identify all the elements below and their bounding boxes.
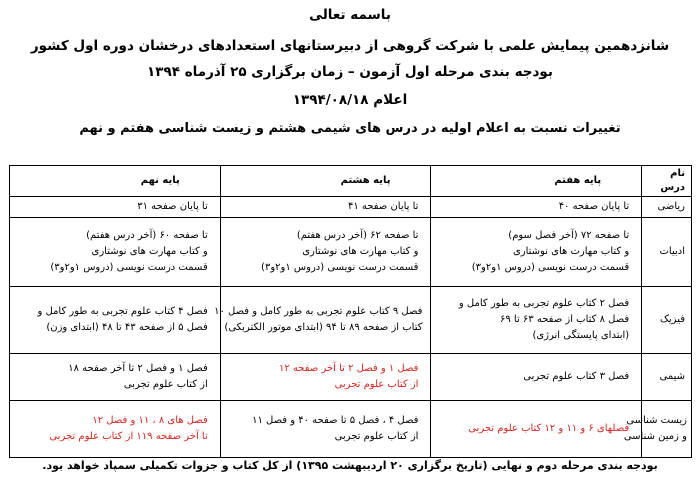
grade8-cell [220,218,431,287]
grade8-cell [220,197,431,218]
subject-label: ادبیات [659,246,685,257]
cell-line: تا پایان صفحه ۴۱ [347,201,419,212]
grade8-cell [214,287,431,354]
cell-line: از کتاب علوم تجربی [334,431,419,442]
cell-line: فصل ۵ از صفحه ۴۳ تا ۴۸ (ابتدای وزن) [46,322,208,333]
cell-line: قسمت درست نویسی (دروس ۱و۲و۳) [471,262,630,273]
grade9-cell [10,354,221,401]
table-row-biology [10,401,692,458]
table-row-literature [10,218,692,287]
header-basmala: باسمه تعالی [309,7,391,23]
cell-line: فصل ۴ کتاب علوم تجربی به طور کامل و [37,306,208,317]
cell-line: تا پایان صفحه ۳۱ [137,201,208,212]
header-subject: نام درس [642,166,692,197]
table-row-math [10,197,692,218]
cell-line: فصل ۸ کتاب از صفحه ۶۳ تا ۶۹ [499,314,630,325]
header-grade7: پایه هفتم [431,166,642,197]
cell-line: قسمت درست نویسی (دروس ۱و۲و۳) [50,262,208,273]
header-title: شانزدهمین پیمایش علمی با شرکت گروهی از دبیرستانهای استعدادهای درخشان دوره اول کشور [30,38,670,54]
header-grade8: پایه هشتم [220,166,431,197]
subject-cell [642,354,692,401]
cell-line: قسمت درست نویسی (دروس ۱و۲و۳) [261,262,419,273]
header-changes-note: تغییرات نسبت به اعلام اولیه در درس های شیمی هشتم و زیست شناسی هفتم و نهم [79,121,621,136]
grade7-cell-changed [431,401,642,458]
cell-line: تا صفحه ۶۲ (آخر درس هفتم) [296,230,419,241]
grade9-cell [10,197,221,218]
grade9-cell [10,287,221,354]
grade7-cell [431,218,642,287]
header-exam-date: بودجه بندی مرحله اول آزمون – زمان برگزاری ۲۵ آذرماه ۱۳۹۴ [147,64,553,80]
cell-line: از کتاب علوم تجربی [123,379,208,390]
subject-label: زیست شناسی [626,415,687,426]
footer-note: بودجه بندی مرحله دوم و نهایی (تاریخ برگزاری ۲۰ اردیبهشت ۱۳۹۵) از کل کتاب و جزوات تکمیلی سمپاد خواهد بود. [42,459,658,472]
cell-line: فصل ۹ کتاب علوم تجربی به طور کامل و فصل ۱۰ [214,306,423,317]
cell-line: فصلهای ۶ و ۱۱ و ۱۲ کتاب علوم تجربی [468,423,630,434]
cell-line: از کتاب علوم تجربی [334,379,419,390]
grade8-cell [220,401,431,458]
grade9-cell-changed [10,401,221,458]
cell-line: فصل ۱ و فصل ۲ تا آخر صفحه ۱۸ [68,363,208,374]
grade9-cell [10,218,221,287]
grade7-cell [431,287,642,354]
grade7-cell [431,354,642,401]
grade7-cell [431,197,642,218]
cell-line: فصل ۴ ، فصل ۵ تا صفحه ۴۰ و فصل ۱۱ [252,415,419,426]
grade8-cell-changed [220,354,431,401]
cell-line: تا صفحه ۶۰ (آخر درس هفتم) [86,230,208,241]
cell-line: فصل های ۸ ، ۱۱ و فصل ۱۲ [92,415,208,426]
cell-line: فصل ۱ و فصل ۲ تا آخر صفحه ۱۲ [278,363,419,374]
subject-label: ریاضی [657,201,685,212]
cell-line: و کتاب مهارت های نوشتاری [512,246,630,257]
header-grade9: پایه نهم [10,166,221,197]
cell-line: فصل ۳ کتاب علوم تجربی [523,371,630,382]
table-row-chemistry [10,354,692,401]
header-announcement-date: اعلام ۱۳۹۴/۰۸/۱۸ [292,92,408,108]
subject-label: و زمین شناسی [623,431,687,442]
cell-line: و کتاب مهارت های نوشتاری [91,246,208,257]
cell-line: تا پایان صفحه ۴۰ [558,201,630,212]
cell-line: تا صفحه ۷۲ (آخر فصل سوم) [508,230,630,241]
subject-label: فیزیک [659,314,685,325]
subject-label: شیمی [659,371,685,382]
table-header-row [10,166,692,197]
cell-line: و کتاب مهارت های نوشتاری [302,246,419,257]
subject-cell [642,197,692,218]
subject-cell [642,287,692,354]
cell-line: تا آخر صفحه ۱۱۹ از کتاب علوم تجربی [49,431,208,442]
subject-cell [642,218,692,287]
cell-line: فصل ۲ کتاب علوم تجربی به طور کامل و [458,298,630,309]
cell-line: کتاب از صفحه ۸۹ تا ۹۴ (ابتدای موتور الکتریکی) [224,322,423,333]
subject-cell [623,401,692,458]
table-row-physics [10,287,692,354]
budget-table [9,165,692,458]
cell-line: (ابتدای پایستگی انرژی) [532,330,630,341]
